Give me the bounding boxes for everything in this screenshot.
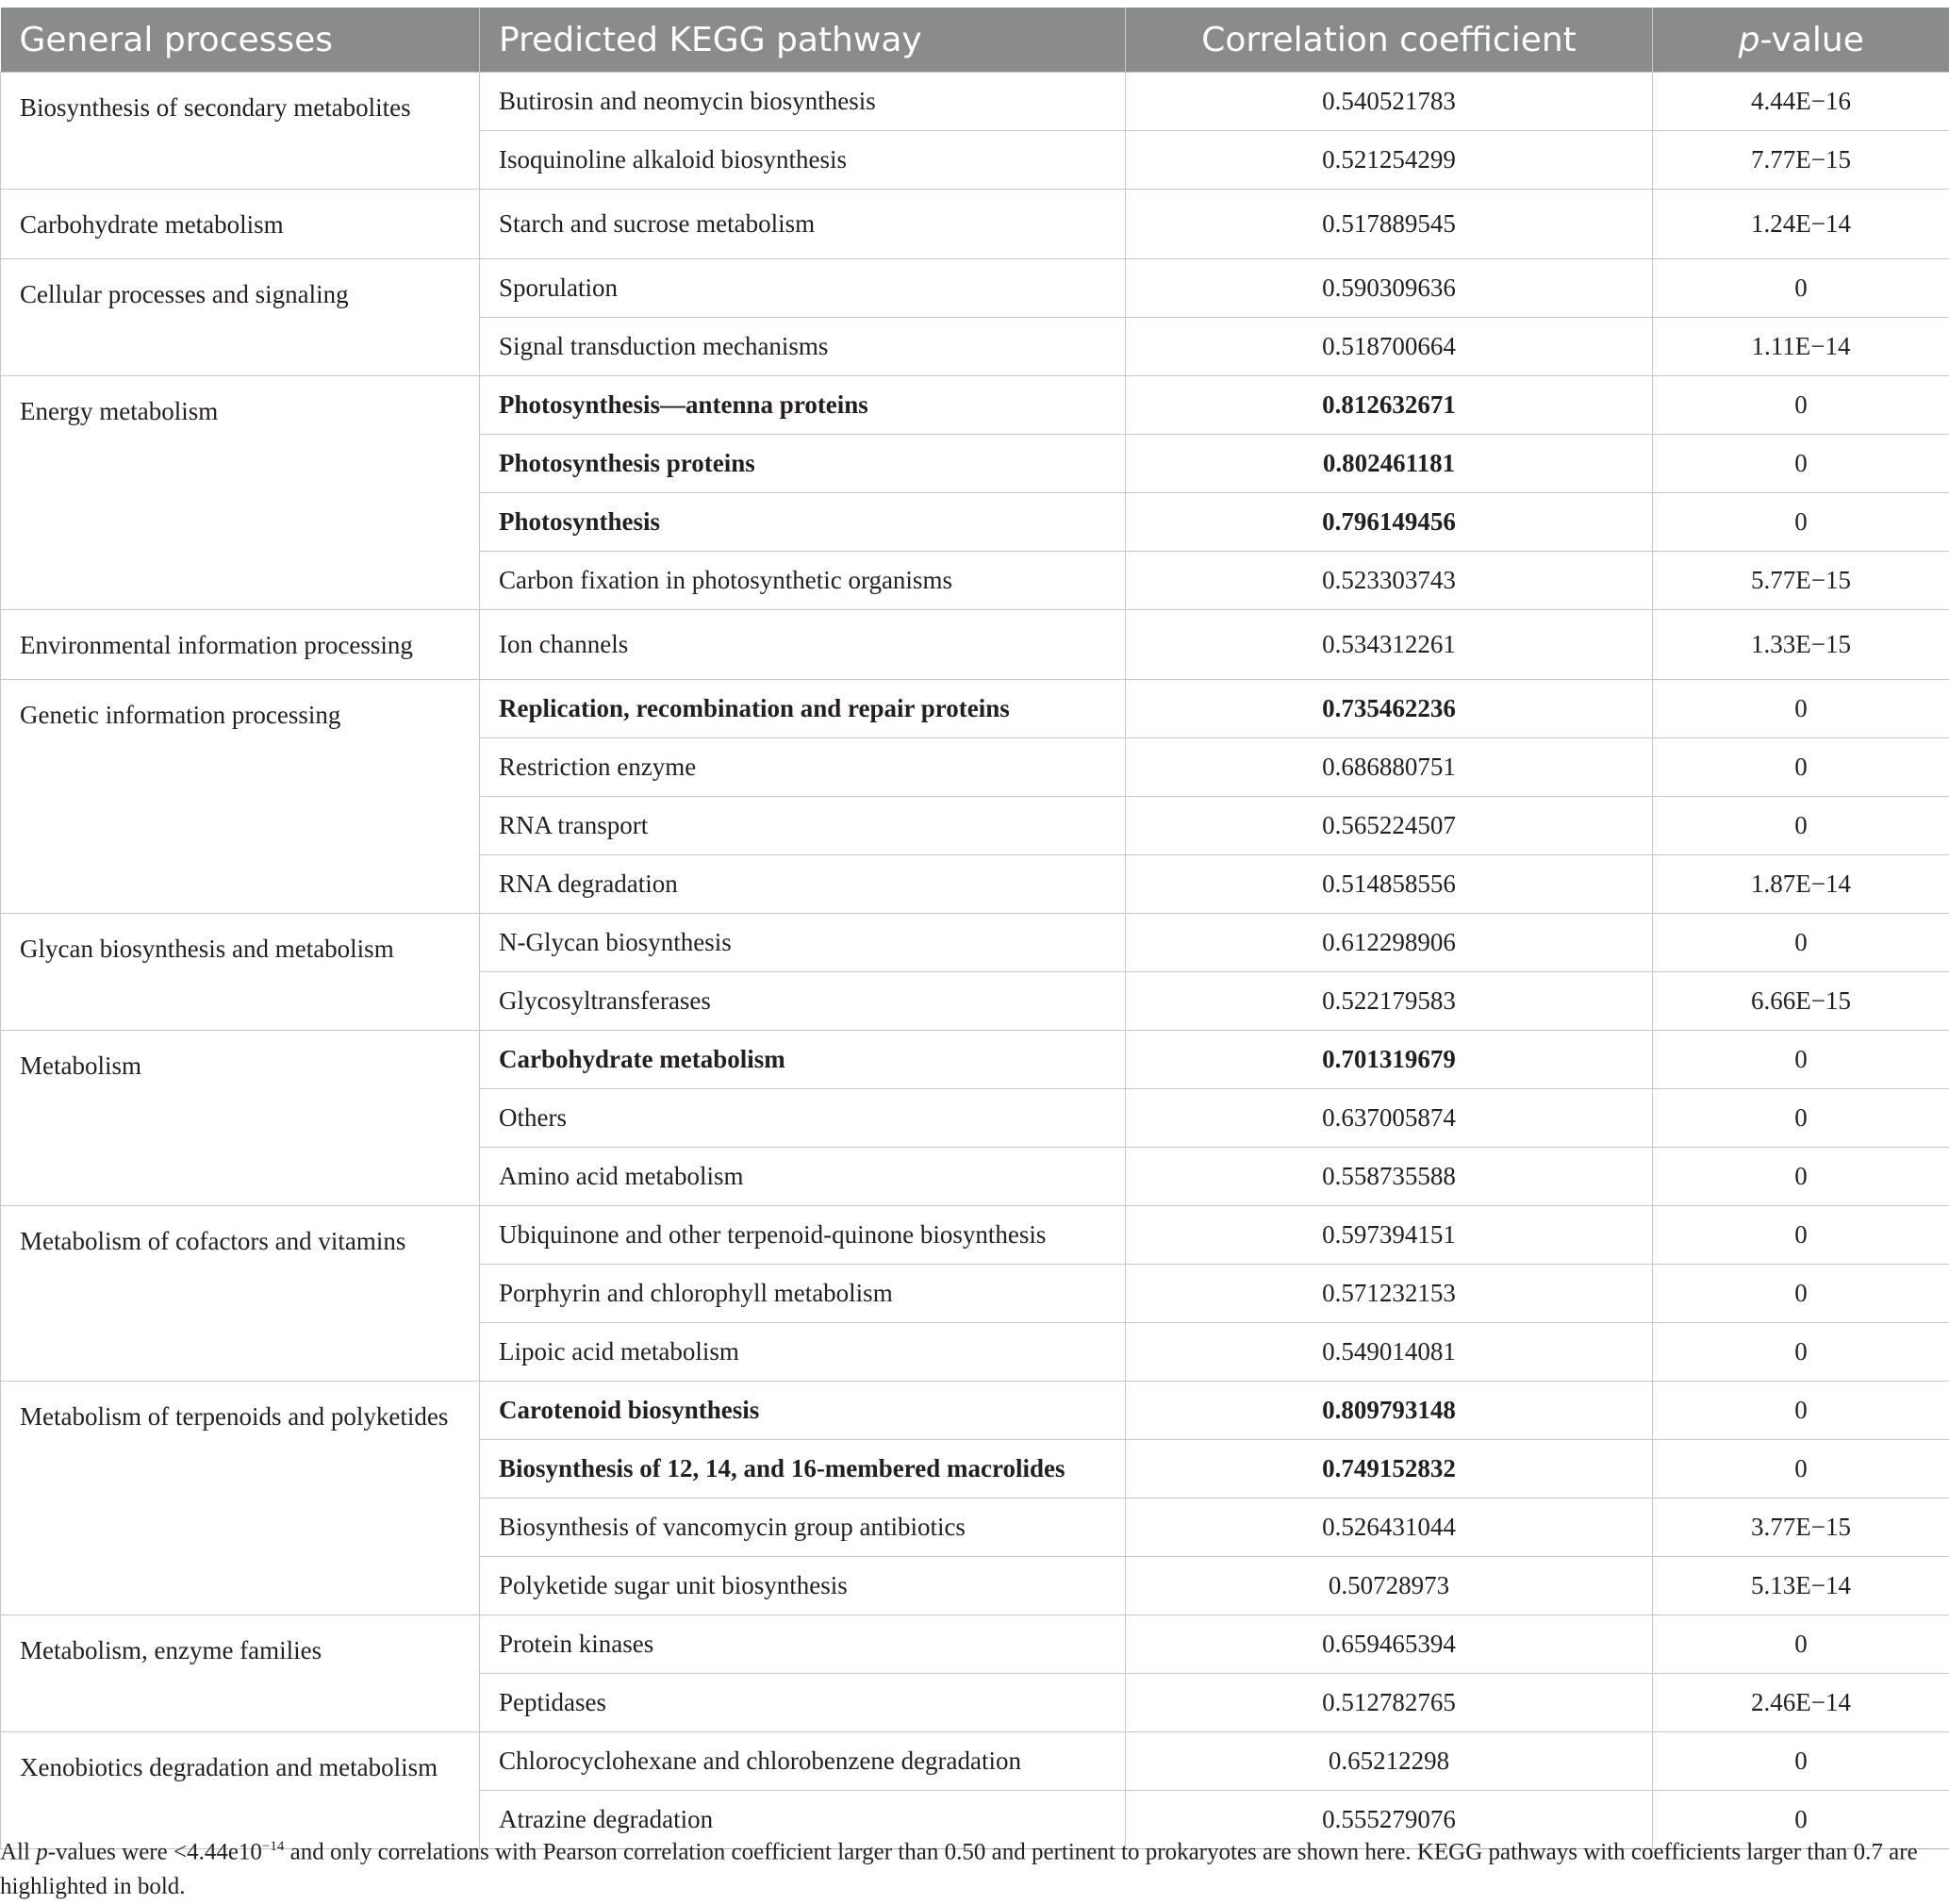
coefficient-cell: 0.735462236	[1126, 680, 1653, 738]
header-p-value	[1653, 8, 1949, 73]
table-header	[1, 8, 1949, 73]
p-value-cell: 7.77E−15	[1653, 131, 1949, 190]
p-value-cell: 0	[1653, 914, 1949, 972]
p-value-cell: 1.33E−15	[1653, 610, 1949, 680]
pathway-cell: Carotenoid biosynthesis	[480, 1382, 1126, 1440]
coefficient-cell: 0.659465394	[1126, 1615, 1653, 1674]
p-value-cell: 0	[1653, 1440, 1949, 1498]
pathway-cell: Biosynthesis of 12, 14, and 16-membered macrolides	[480, 1440, 1126, 1498]
general-process-cell: Xenobiotics degradation and metabolism	[1, 1732, 480, 1849]
p-value-cell: 1.24E−14	[1653, 190, 1949, 259]
pathway-cell: Restriction enzyme	[480, 738, 1126, 797]
pathway-cell: Amino acid metabolism	[480, 1148, 1126, 1206]
general-process-cell: Metabolism	[1, 1031, 480, 1206]
p-value-cell: 0	[1653, 680, 1949, 738]
table-row	[1, 1206, 1949, 1265]
pathway-cell: Protein kinases	[480, 1615, 1126, 1674]
table-row	[1, 1615, 1949, 1674]
pathway-cell: Carbon fixation in photosynthetic organisms	[480, 552, 1126, 610]
header-row	[1, 8, 1949, 73]
pathway-cell: Replication, recombination and repair proteins	[480, 680, 1126, 738]
general-process-cell: Cellular processes and signaling	[1, 259, 480, 376]
coefficient-cell: 0.612298906	[1126, 914, 1653, 972]
table-body	[1, 73, 1949, 1849]
pathway-cell: RNA transport	[480, 797, 1126, 855]
coefficient-cell: 0.812632671	[1126, 376, 1653, 435]
p-value-cell: 1.11E−14	[1653, 318, 1949, 376]
coefficient-cell: 0.558735588	[1126, 1148, 1653, 1206]
header-p-value-label	[1739, 21, 1864, 59]
general-process-cell: Glycan biosynthesis and metabolism	[1, 914, 480, 1031]
table-row	[1, 680, 1949, 738]
p-value-cell: 0	[1653, 1148, 1949, 1206]
pathway-cell: Chlorocyclohexane and chlorobenzene degradation	[480, 1732, 1126, 1791]
coefficient-cell: 0.749152832	[1126, 1440, 1653, 1498]
table-row	[1, 1382, 1949, 1440]
coefficient-cell: 0.512782765	[1126, 1674, 1653, 1732]
pathway-cell: Ubiquinone and other terpenoid-quinone biosynthesis	[480, 1206, 1126, 1265]
coefficient-cell: 0.796149456	[1126, 493, 1653, 552]
p-value-cell: 0	[1653, 259, 1949, 318]
header-predicted-kegg-pathway: Predicted KEGG pathway	[480, 8, 1126, 73]
header-p-italic: p	[1738, 20, 1760, 59]
pathway-cell: Ion channels	[480, 610, 1126, 680]
pathway-cell: Peptidases	[480, 1674, 1126, 1732]
pathway-cell: Carbohydrate metabolism	[480, 1031, 1126, 1089]
p-value-cell: 5.13E−14	[1653, 1557, 1949, 1615]
pathway-cell: Biosynthesis of vancomycin group antibiotics	[480, 1498, 1126, 1557]
p-value-cell: 0	[1653, 738, 1949, 797]
p-value-cell: 2.46E−14	[1653, 1674, 1949, 1732]
pathway-cell: Isoquinoline alkaloid biosynthesis	[480, 131, 1126, 190]
pathway-cell: Photosynthesis	[480, 493, 1126, 552]
pathway-cell: Photosynthesis—antenna proteins	[480, 376, 1126, 435]
coefficient-cell: 0.571232153	[1126, 1265, 1653, 1323]
p-value-cell: 0	[1653, 1615, 1949, 1674]
p-value-cell: 0	[1653, 1031, 1949, 1089]
table-row	[1, 1031, 1949, 1089]
general-process-cell: Biosynthesis of secondary metabolites	[1, 73, 480, 190]
general-process-cell: Metabolism of terpenoids and polyketides	[1, 1382, 480, 1615]
pathway-cell: Signal transduction mechanisms	[480, 318, 1126, 376]
coefficient-cell: 0.517889545	[1126, 190, 1653, 259]
coefficient-cell: 0.555279076	[1126, 1791, 1653, 1849]
table-footnote	[0, 1829, 1942, 1904]
kegg-correlation-table	[0, 8, 1949, 1849]
p-value-cell: 0	[1653, 1323, 1949, 1382]
p-value-cell: 0	[1653, 376, 1949, 435]
p-value-cell: 0	[1653, 493, 1949, 552]
coefficient-cell: 0.597394151	[1126, 1206, 1653, 1265]
coefficient-cell: 0.809793148	[1126, 1382, 1653, 1440]
table-row	[1, 376, 1949, 435]
pathway-cell: Lipoic acid metabolism	[480, 1323, 1126, 1382]
pathway-cell: Photosynthesis proteins	[480, 435, 1126, 493]
header-general-processes: General processes	[1, 8, 480, 73]
kegg-correlation-table-wrapper	[0, 8, 1949, 1849]
coefficient-cell: 0.534312261	[1126, 610, 1653, 680]
pathway-cell: Polyketide sugar unit biosynthesis	[480, 1557, 1126, 1615]
coefficient-cell: 0.50728973	[1126, 1557, 1653, 1615]
table-row	[1, 914, 1949, 972]
p-value-cell: 5.77E−15	[1653, 552, 1949, 610]
coefficient-cell: 0.521254299	[1126, 131, 1653, 190]
footnote-exponent: −14	[261, 1839, 285, 1854]
p-value-cell: 0	[1653, 1265, 1949, 1323]
header-correlation-coefficient: Correlation coefficient	[1126, 8, 1653, 73]
p-value-cell: 3.77E−15	[1653, 1498, 1949, 1557]
pathway-cell: RNA degradation	[480, 855, 1126, 914]
coefficient-cell: 0.540521783	[1126, 73, 1653, 131]
table-row	[1, 73, 1949, 131]
coefficient-cell: 0.701319679	[1126, 1031, 1653, 1089]
p-value-cell: 1.87E−14	[1653, 855, 1949, 914]
table-row	[1, 190, 1949, 259]
pathway-cell: Atrazine degradation	[480, 1791, 1126, 1849]
header-p-suffix: -value	[1759, 20, 1864, 59]
general-process-cell: Environmental information processing	[1, 610, 480, 680]
coefficient-cell: 0.590309636	[1126, 259, 1653, 318]
coefficient-cell: 0.637005874	[1126, 1089, 1653, 1148]
coefficient-cell: 0.549014081	[1126, 1323, 1653, 1382]
coefficient-cell: 0.565224507	[1126, 797, 1653, 855]
p-value-cell: 0	[1653, 1382, 1949, 1440]
p-value-cell: 0	[1653, 1732, 1949, 1791]
p-value-cell: 0	[1653, 435, 1949, 493]
coefficient-cell: 0.686880751	[1126, 738, 1653, 797]
p-value-cell: 4.44E−16	[1653, 73, 1949, 131]
coefficient-cell: 0.522179583	[1126, 972, 1653, 1031]
pathway-cell: Sporulation	[480, 259, 1126, 318]
general-process-cell: Genetic information processing	[1, 680, 480, 914]
footnote-p-italic: p	[36, 1839, 48, 1865]
p-value-cell: 0	[1653, 1089, 1949, 1148]
pathway-cell: Butirosin and neomycin biosynthesis	[480, 73, 1126, 131]
coefficient-cell: 0.523303743	[1126, 552, 1653, 610]
footnote-lead: All	[0, 1839, 37, 1865]
pathway-cell: Glycosyltransferases	[480, 972, 1126, 1031]
pathway-cell: Others	[480, 1089, 1126, 1148]
coefficient-cell: 0.65212298	[1126, 1732, 1653, 1791]
footnote-tail: and only correlations with Pearson correlation coefficient larger than 0.50 and pertinent to prokaryotes are shown here. KEGG pathways with coefficients larger than 0.7 are highlighted in bold.	[0, 1839, 1918, 1900]
general-process-cell: Carbohydrate metabolism	[1, 190, 480, 259]
pathway-cell: N-Glycan biosynthesis	[480, 914, 1126, 972]
coefficient-cell: 0.526431044	[1126, 1498, 1653, 1557]
table-row	[1, 1732, 1949, 1791]
p-value-cell: 0	[1653, 1206, 1949, 1265]
pathway-cell: Porphyrin and chlorophyll metabolism	[480, 1265, 1126, 1323]
general-process-cell: Metabolism, enzyme families	[1, 1615, 480, 1732]
p-value-cell: 6.66E−15	[1653, 972, 1949, 1031]
coefficient-cell: 0.518700664	[1126, 318, 1653, 376]
p-value-cell: 0	[1653, 1791, 1949, 1849]
coefficient-cell: 0.802461181	[1126, 435, 1653, 493]
coefficient-cell: 0.514858556	[1126, 855, 1653, 914]
pathway-cell: Starch and sucrose metabolism	[480, 190, 1126, 259]
footnote-mid: -values were <4.44e10	[47, 1839, 262, 1865]
table-row	[1, 259, 1949, 318]
general-process-cell: Energy metabolism	[1, 376, 480, 610]
table-row	[1, 610, 1949, 680]
general-process-cell: Metabolism of cofactors and vitamins	[1, 1206, 480, 1382]
p-value-cell: 0	[1653, 797, 1949, 855]
